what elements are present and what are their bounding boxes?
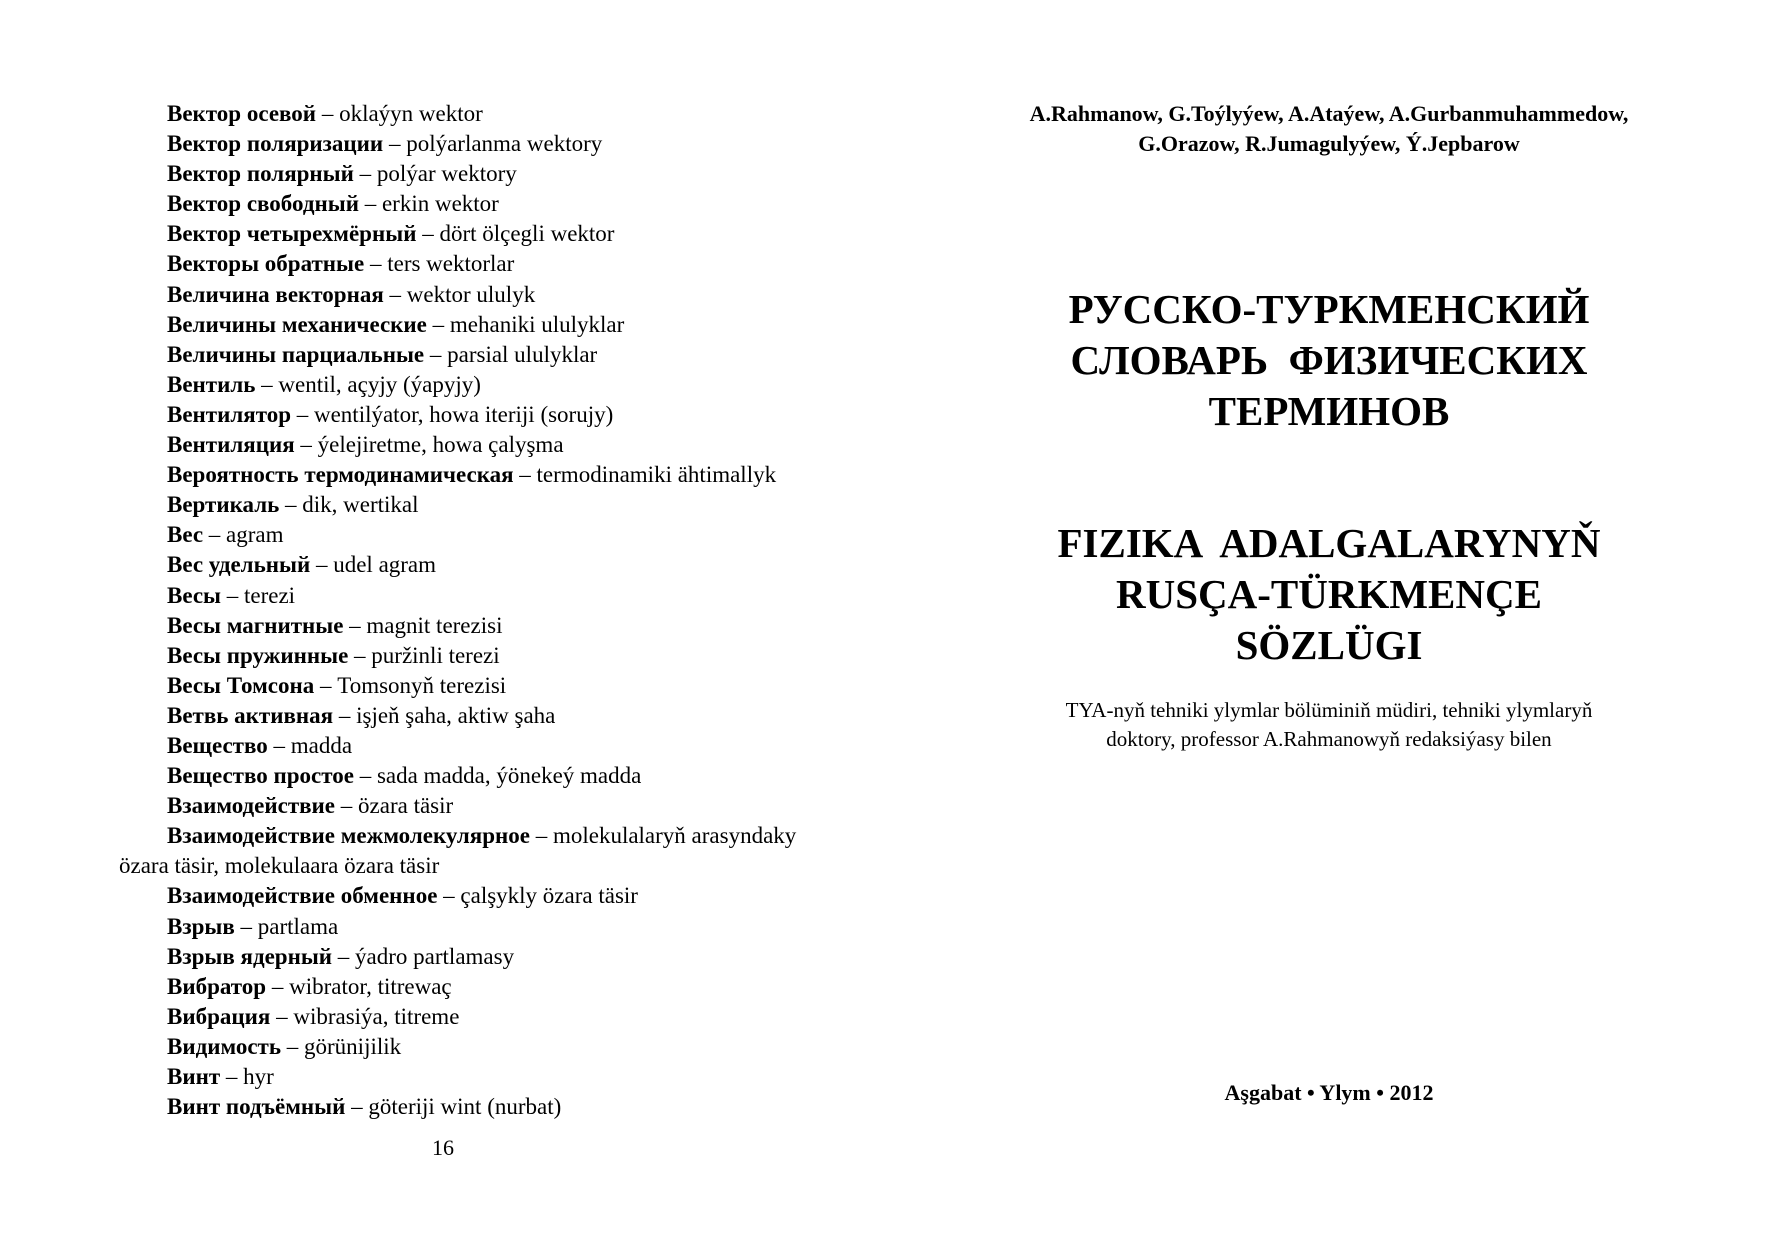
- dictionary-entry: [119, 761, 839, 791]
- entry-separator: –: [348, 642, 372, 668]
- entry-separator: –: [335, 793, 359, 819]
- dictionary-entry: [119, 189, 839, 219]
- entry-term: Весы Томсона: [167, 672, 315, 698]
- entry-separator: –: [294, 432, 318, 458]
- dictionary-entry: [119, 460, 839, 490]
- title-russian: [886, 284, 1772, 437]
- entry-translation: ýadro partlamasy: [355, 943, 515, 969]
- title-line: СЛОВАРЬ ФИЗИЧЕСКИХ: [1070, 337, 1588, 383]
- entry-separator: –: [424, 341, 448, 367]
- entry-term: Весы: [167, 582, 221, 608]
- imprint: Aşgabat • Ylym • 2012: [1224, 1080, 1434, 1105]
- entry-separator: –: [234, 913, 258, 939]
- editor-line: TYA-nyň tehniki ylymlar bölüminiň müdiri, tehniki ylymlaryň: [1065, 698, 1593, 722]
- entry-separator: –: [255, 371, 279, 397]
- entry-term: Вектор поляризации: [167, 131, 384, 157]
- entry-separator: –: [270, 1003, 294, 1029]
- entry-separator: –: [383, 131, 407, 157]
- title-line: РУССКО-ТУРКМЕНСКИЙ: [1068, 286, 1590, 332]
- entry-translation: puržinli terezi: [371, 642, 500, 668]
- dictionary-entry: [119, 219, 839, 249]
- entry-term: Величины механические: [167, 311, 427, 337]
- entry-term: Ветвь активная: [167, 702, 334, 728]
- dictionary-entry: [119, 159, 839, 189]
- entry-separator: –: [383, 281, 407, 307]
- entry-separator: –: [343, 612, 367, 638]
- entry-translation: termodinamiki ähtimallyk: [536, 462, 777, 488]
- dictionary-entry: [119, 581, 839, 611]
- dictionary-entry: [119, 550, 839, 580]
- entry-translation: göteriji wint (nurbat): [368, 1094, 562, 1120]
- entry-term: Вес удельный: [167, 552, 311, 578]
- dictionary-entry: [119, 881, 839, 911]
- dictionary-entry: [119, 520, 839, 550]
- entry-translation: işjeň şaha, aktiw şaha: [356, 702, 556, 728]
- entry-translation: molekulalaryň arasyndaky özara täsir, molekulaara özara täsir: [119, 823, 797, 879]
- editor-note: [886, 696, 1772, 754]
- dictionary-entry: [119, 731, 839, 761]
- entry-separator: –: [310, 552, 334, 578]
- entry-translation: partlama: [257, 913, 339, 939]
- entry-term: Взаимодействие обменное: [167, 883, 438, 909]
- entry-separator: –: [332, 943, 356, 969]
- entry-separator: –: [266, 973, 290, 999]
- title-line: FIZIKA ADALGALARYNYŇ: [1057, 520, 1601, 566]
- entry-separator: –: [203, 522, 227, 548]
- entry-separator: –: [316, 101, 340, 126]
- entry-translation: Tomsonyň terezisi: [337, 672, 507, 698]
- entry-term: Видимость: [167, 1033, 282, 1059]
- entry-translation: dik, wertikal: [302, 492, 419, 518]
- entry-separator: –: [333, 702, 357, 728]
- entry-translation: udel agram: [333, 552, 437, 578]
- entry-translation: dört ölçegli wektor: [439, 221, 615, 247]
- entry-separator: –: [437, 883, 461, 909]
- dictionary-entry: [119, 370, 839, 400]
- entry-translation: erkin wektor: [381, 191, 499, 217]
- dictionary-entry: [119, 1002, 839, 1032]
- entry-term: Вибратор: [167, 973, 267, 999]
- entry-translation: wentil, açyjy (ýapyjy): [278, 371, 481, 397]
- title-line: ТЕРМИНОВ: [1208, 388, 1450, 434]
- dictionary-entry: [119, 129, 839, 159]
- entry-term: Взрыв ядерный: [167, 943, 333, 969]
- entry-term: Вектор четырехмёрный: [167, 221, 417, 247]
- entry-separator: –: [279, 492, 303, 518]
- dictionary-entry: [119, 641, 839, 671]
- entry-term: Вертикаль: [167, 492, 280, 518]
- dictionary-entry: [119, 611, 839, 641]
- page-number: 16: [432, 1135, 454, 1160]
- authors: [886, 99, 1772, 159]
- dictionary-entry: [119, 701, 839, 731]
- authors-line: A.Rahmanow, G.Toýlyýew, A.Ataýew, A.Gurbanmuhammedow,: [1029, 101, 1629, 126]
- entry-translation: polýar wektory: [376, 161, 517, 187]
- dictionary-entry: [119, 280, 839, 310]
- entry-separator: –: [267, 732, 291, 758]
- title-turkmen: [886, 518, 1772, 671]
- entry-term: Вектор осевой: [167, 101, 317, 126]
- authors-line: G.Orazow, R.Jumagulyýew, Ý.Jepbarow: [1138, 131, 1520, 156]
- entry-term: Вектор полярный: [167, 161, 354, 187]
- dictionary-entry: [119, 1092, 839, 1122]
- entry-translation: ters wektorlar: [387, 251, 515, 277]
- entry-separator: –: [221, 582, 244, 608]
- entry-term: Взаимодействие: [167, 793, 336, 819]
- dictionary-entry: [119, 1032, 839, 1062]
- dictionary-entry: [119, 671, 839, 701]
- entry-translation: görünijilik: [304, 1033, 402, 1059]
- title-line: RUSÇA-TÜRKMENÇE: [1116, 571, 1542, 617]
- dictionary-entry: [119, 310, 839, 340]
- entry-term: Взрыв: [167, 913, 235, 939]
- entry-term: Величина векторная: [167, 281, 384, 307]
- entry-term: Вес: [167, 522, 204, 548]
- entry-separator: –: [220, 1064, 244, 1089]
- editor-line: doktory, professor A.Rahmanowyň redaksiýasy bilen: [1106, 727, 1552, 751]
- entry-translation: madda: [290, 732, 353, 758]
- dictionary-entry: [119, 99, 839, 129]
- dictionary-entry: [119, 340, 839, 370]
- entry-separator: –: [364, 251, 388, 277]
- entry-term: Вещество: [167, 732, 268, 758]
- dictionary-entry: [119, 400, 839, 430]
- entry-translation: wektor ululyk: [406, 281, 536, 307]
- dictionary-entry: [119, 1062, 839, 1092]
- entry-separator: –: [353, 763, 377, 789]
- entry-separator: –: [358, 191, 382, 217]
- entry-translation: çalşykly özara täsir: [460, 883, 638, 909]
- entry-translation: parsial ululyklar: [447, 341, 598, 367]
- entry-term: Вещество простое: [167, 763, 354, 789]
- entry-separator: –: [513, 462, 537, 488]
- entry-translation: ýelejiretme, howa çalyşma: [317, 432, 564, 458]
- entry-term: Винт: [167, 1064, 221, 1089]
- entry-term: Взаимодействие межмолекулярное: [167, 823, 530, 849]
- entry-term: Вектор свободный: [167, 191, 359, 217]
- entry-translation: magnit terezisi: [366, 612, 503, 638]
- entry-term: Вибрация: [167, 1003, 271, 1029]
- entry-separator: –: [416, 221, 440, 247]
- entry-separator: –: [353, 161, 377, 187]
- entry-term: Величины парциальные: [167, 341, 425, 367]
- entry-term: Вентилятор: [167, 401, 291, 427]
- entry-translation: agram: [226, 522, 284, 548]
- entry-separator: –: [529, 823, 553, 849]
- entry-separator: –: [345, 1094, 369, 1120]
- entry-translation: mehaniki ululyklar: [449, 311, 625, 337]
- entry-term: Векторы обратные: [167, 251, 365, 277]
- dictionary-entry: [119, 430, 839, 460]
- entry-term: Весы магнитные: [167, 612, 344, 638]
- dictionary-entry: [119, 249, 839, 279]
- entry-term: Вентиляция: [167, 432, 295, 458]
- title-line: SÖZLÜGI: [1235, 622, 1423, 668]
- dictionary-entry: [119, 791, 839, 821]
- dictionary-entry: [119, 912, 839, 942]
- entry-term: Весы пружинные: [167, 642, 349, 668]
- entry-translation: terezi: [244, 582, 296, 608]
- entry-term: Вентиль: [167, 371, 256, 397]
- entry-term: Винт подъёмный: [167, 1094, 346, 1120]
- entry-translation: oklaýyn wektor: [339, 101, 483, 126]
- entry-separator: –: [281, 1033, 305, 1059]
- entry-translation: wibrasiýa, titreme: [293, 1003, 460, 1029]
- entry-translation: sada madda, ýönekeý madda: [376, 763, 642, 789]
- entry-translation: polýarlanma wektory: [406, 131, 603, 157]
- dictionary-entry: [119, 490, 839, 520]
- dictionary-entry: [119, 972, 839, 1002]
- dictionary-entry: [119, 942, 839, 972]
- dictionary-entries: [119, 99, 839, 1122]
- entry-term: Вероятность термодинамическая: [167, 462, 514, 488]
- entry-translation: wibrator, titrewaç: [289, 973, 452, 999]
- dictionary-entry: [119, 821, 839, 881]
- entry-translation: özara täsir: [358, 793, 454, 819]
- entry-separator: –: [290, 401, 314, 427]
- title-page: [886, 0, 1772, 1240]
- entry-separator: –: [426, 311, 450, 337]
- entry-translation: wentilýator, howa iteriji (sorujy): [313, 401, 614, 427]
- entry-translation: hyr: [243, 1064, 274, 1089]
- entry-separator: –: [314, 672, 338, 698]
